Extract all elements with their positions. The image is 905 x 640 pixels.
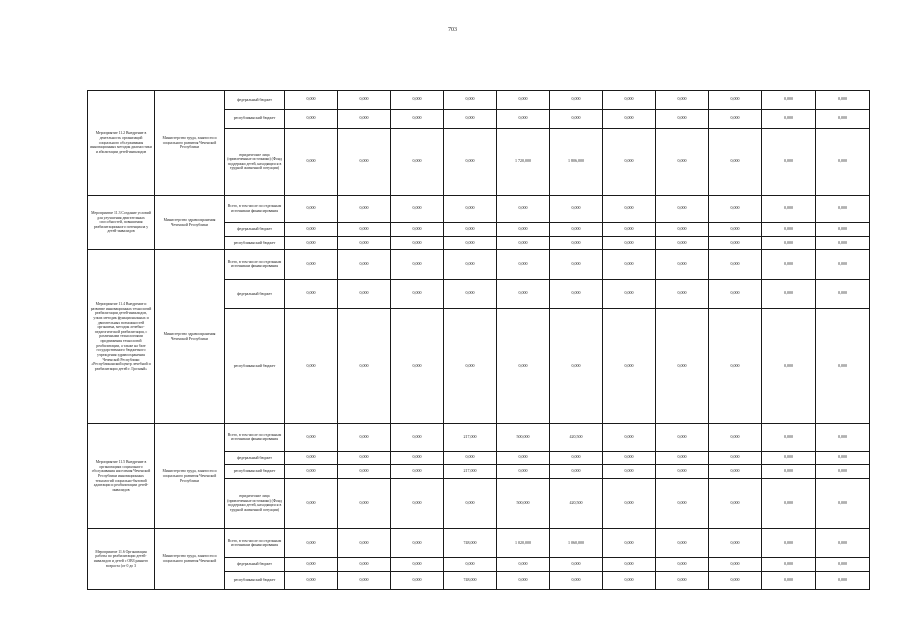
- amount-cell: 0,000: [550, 572, 603, 590]
- amount-cell: 0,000: [338, 308, 391, 423]
- amount-cell: 0,000: [603, 109, 656, 128]
- funding-source-cell: федеральный бюджет: [225, 223, 285, 237]
- amount-cell: 0,000: [497, 279, 550, 308]
- amount-cell: 500,000: [497, 478, 550, 528]
- amount-cell: 0,000: [603, 128, 656, 195]
- funding-source-cell: федеральный бюджет: [225, 558, 285, 572]
- amount-cell: 0,000: [709, 465, 762, 479]
- amount-cell: 0,000: [497, 308, 550, 423]
- amount-cell: 0,000: [816, 451, 870, 465]
- amount-cell: 0,000: [656, 91, 709, 110]
- amount-cell: 0,000: [762, 195, 816, 222]
- amount-cell: 0,000: [603, 465, 656, 479]
- amount-cell: 0,000: [444, 236, 497, 250]
- amount-cell: 0,000: [444, 250, 497, 279]
- amount-cell: 0,000: [444, 128, 497, 195]
- amount-cell: 0,000: [497, 223, 550, 237]
- table-row: [88, 424, 870, 451]
- amount-cell: 0,000: [816, 128, 870, 195]
- amount-cell: 0,000: [285, 451, 338, 465]
- amount-cell: 0,000: [603, 451, 656, 465]
- amount-cell: 0,000: [709, 250, 762, 279]
- amount-cell: 0,000: [285, 478, 338, 528]
- table-row: [88, 529, 870, 558]
- amount-cell: 0,000: [816, 279, 870, 308]
- amount-cell: 0,000: [816, 223, 870, 237]
- amount-cell: 0,000: [338, 478, 391, 528]
- amount-cell: 0,000: [391, 308, 444, 423]
- amount-cell: 0,000: [391, 279, 444, 308]
- amount-cell: 0,000: [816, 529, 870, 558]
- amount-cell: 0,000: [656, 236, 709, 250]
- amount-cell: 0,000: [338, 91, 391, 110]
- amount-cell: 0,000: [338, 279, 391, 308]
- amount-cell: 0,000: [603, 91, 656, 110]
- executor-cell: Министерство труда, занятости и социального развития Чеченской Республики: [155, 424, 225, 529]
- amount-cell: 0,000: [285, 109, 338, 128]
- amount-cell: 0,000: [391, 465, 444, 479]
- amount-cell: 0,000: [816, 424, 870, 451]
- executor-cell: Министерство здравоохранения Чеченской Республики: [155, 195, 225, 250]
- amount-cell: 0,000: [391, 451, 444, 465]
- amount-cell: 500,000: [497, 424, 550, 451]
- amount-cell: 0,000: [444, 478, 497, 528]
- amount-cell: 0,000: [709, 558, 762, 572]
- amount-cell: 0,000: [391, 250, 444, 279]
- measure-name-cell: Мероприятие 11.6 Организация работы по реабилитации детей-инвалидов и детей с ОВЗ раннего возраста (от 0 до 3: [88, 529, 155, 590]
- measure-name-cell: Мероприятие 11.2 Внедрение в деятельность организаций социального обслуживания инновационных методик диагностики и абилитации детей-инвалидов: [88, 91, 155, 196]
- funding-source-cell: республиканский бюджет: [225, 465, 285, 479]
- amount-cell: 0,000: [603, 308, 656, 423]
- budget-table: [87, 90, 870, 590]
- amount-cell: 0,000: [762, 451, 816, 465]
- amount-cell: 0,000: [709, 424, 762, 451]
- amount-cell: 217,000: [444, 424, 497, 451]
- amount-cell: 0,000: [550, 465, 603, 479]
- amount-cell: 0,000: [656, 109, 709, 128]
- amount-cell: 0,000: [603, 195, 656, 222]
- amount-cell: 0,000: [497, 558, 550, 572]
- funding-source-cell: республиканский бюджет: [225, 236, 285, 250]
- amount-cell: 0,000: [391, 236, 444, 250]
- amount-cell: 0,000: [816, 195, 870, 222]
- amount-cell: 0,000: [497, 250, 550, 279]
- amount-cell: 0,000: [497, 451, 550, 465]
- measure-name-cell: Мероприятие 11.4 Внедрение и развитие инновационных технологий реабилитации детей-инвалидов, узких методик функциональных и двигательных возможностей организма, методик лечебно-педагогической реабилитации, с различными технологиями продвижения технологий реабилитации, а также на базе государственного бюджетного учреждения здравоохранения Чеченской Республики «Республиканский центр лечебной и реабилитации детей г. Грозный»: [88, 250, 155, 424]
- amount-cell: 0,000: [338, 195, 391, 222]
- amount-cell: 0,000: [762, 424, 816, 451]
- amount-cell: 0,000: [762, 572, 816, 590]
- amount-cell: 0,000: [816, 91, 870, 110]
- funding-source-cell: Всего, в том числе по отдельным источникам финансирования: [225, 195, 285, 222]
- amount-cell: 0,000: [709, 529, 762, 558]
- amount-cell: 0,000: [285, 308, 338, 423]
- amount-cell: 1 720,000: [497, 128, 550, 195]
- measure-name-cell: Мероприятие 11.5 Внедрение в организациях социального обслуживания населения Чеченской Республики инновационных технологий социально-бытовой адаптации и реабилитации детей-инвалидов: [88, 424, 155, 529]
- amount-cell: 0,000: [762, 250, 816, 279]
- amount-cell: 0,000: [444, 279, 497, 308]
- amount-cell: 0,000: [656, 424, 709, 451]
- amount-cell: 0,000: [603, 572, 656, 590]
- amount-cell: 0,000: [603, 529, 656, 558]
- amount-cell: 0,000: [391, 558, 444, 572]
- table-row: [88, 195, 870, 222]
- amount-cell: 0,000: [391, 223, 444, 237]
- amount-cell: 0,000: [762, 558, 816, 572]
- amount-cell: 0,000: [285, 195, 338, 222]
- table-body: [88, 91, 870, 590]
- amount-cell: 0,000: [816, 250, 870, 279]
- amount-cell: 0,000: [285, 465, 338, 479]
- amount-cell: 0,000: [709, 91, 762, 110]
- amount-cell: 420,500: [550, 478, 603, 528]
- amount-cell: 0,000: [497, 572, 550, 590]
- amount-cell: 0,000: [656, 250, 709, 279]
- amount-cell: 0,000: [550, 451, 603, 465]
- amount-cell: 0,000: [656, 529, 709, 558]
- funding-source-cell: федеральный бюджет: [225, 279, 285, 308]
- funding-source-cell: юридические лица (привлеченные источники) (Фонд поддержки детей, находящихся в трудной жизненной ситуации): [225, 128, 285, 195]
- funding-source-cell: республиканский бюджет: [225, 109, 285, 128]
- amount-cell: 0,000: [656, 279, 709, 308]
- amount-cell: 0,000: [550, 109, 603, 128]
- amount-cell: 0,000: [338, 451, 391, 465]
- amount-cell: 0,000: [444, 558, 497, 572]
- amount-cell: 0,000: [709, 195, 762, 222]
- amount-cell: 420,500: [550, 424, 603, 451]
- amount-cell: 0,000: [603, 279, 656, 308]
- amount-cell: 0,000: [603, 558, 656, 572]
- amount-cell: 748,000: [444, 572, 497, 590]
- amount-cell: 0,000: [550, 236, 603, 250]
- amount-cell: 0,000: [656, 465, 709, 479]
- amount-cell: 0,000: [444, 308, 497, 423]
- amount-cell: 0,000: [338, 424, 391, 451]
- table-row: [88, 91, 870, 110]
- amount-cell: 0,000: [497, 109, 550, 128]
- amount-cell: 0,000: [550, 250, 603, 279]
- amount-cell: 0,000: [497, 465, 550, 479]
- amount-cell: 1 060,000: [550, 529, 603, 558]
- measure-name-cell: Мероприятие 11.3 Создание условий для улучшения двигательных способностей, повышения реабилитационного потенциала у детей-инвалидов: [88, 195, 155, 250]
- funding-source-cell: Всего, в том числе по отдельным источникам финансирования: [225, 424, 285, 451]
- amount-cell: 0,000: [444, 195, 497, 222]
- amount-cell: 0,000: [816, 236, 870, 250]
- amount-cell: 0,000: [762, 236, 816, 250]
- funding-source-cell: республиканский бюджет: [225, 572, 285, 590]
- executor-cell: Министерство труда, занятости и социального развития Чеченской Республики: [155, 91, 225, 196]
- amount-cell: 0,000: [338, 223, 391, 237]
- amount-cell: 0,000: [285, 572, 338, 590]
- amount-cell: 0,000: [497, 91, 550, 110]
- amount-cell: 0,000: [285, 529, 338, 558]
- amount-cell: 0,000: [656, 308, 709, 423]
- amount-cell: 0,000: [709, 236, 762, 250]
- amount-cell: 0,000: [391, 195, 444, 222]
- amount-cell: 0,000: [656, 478, 709, 528]
- executor-cell: Министерство здравоохранения Чеченской Республики: [155, 250, 225, 424]
- funding-source-cell: федеральный бюджет: [225, 451, 285, 465]
- amount-cell: 0,000: [444, 109, 497, 128]
- executor-cell: Министерство труда, занятости и социального развития Чеченской: [155, 529, 225, 590]
- amount-cell: 0,000: [338, 250, 391, 279]
- amount-cell: 0,000: [497, 195, 550, 222]
- amount-cell: 0,000: [285, 91, 338, 110]
- amount-cell: 0,000: [762, 308, 816, 423]
- amount-cell: 0,000: [709, 308, 762, 423]
- amount-cell: 0,000: [709, 572, 762, 590]
- amount-cell: 0,000: [285, 558, 338, 572]
- amount-cell: 0,000: [816, 308, 870, 423]
- amount-cell: 0,000: [391, 424, 444, 451]
- page-bottom-margin: [87, 590, 868, 640]
- amount-cell: 0,000: [762, 529, 816, 558]
- amount-cell: 0,000: [656, 195, 709, 222]
- amount-cell: 0,000: [603, 478, 656, 528]
- amount-cell: 217,000: [444, 465, 497, 479]
- amount-cell: 1 020,000: [497, 529, 550, 558]
- funding-source-cell: Всего, в том числе по отдельным источникам финансирования: [225, 529, 285, 558]
- amount-cell: 0,000: [444, 91, 497, 110]
- amount-cell: 0,000: [656, 451, 709, 465]
- amount-cell: 0,000: [762, 223, 816, 237]
- amount-cell: 0,000: [338, 109, 391, 128]
- amount-cell: 0,000: [338, 529, 391, 558]
- amount-cell: 0,000: [285, 424, 338, 451]
- amount-cell: 0,000: [762, 465, 816, 479]
- amount-cell: 0,000: [603, 223, 656, 237]
- amount-cell: 0,000: [816, 465, 870, 479]
- amount-cell: 0,000: [391, 572, 444, 590]
- amount-cell: 0,000: [338, 128, 391, 195]
- table-row: [88, 250, 870, 279]
- amount-cell: 1 806,000: [550, 128, 603, 195]
- amount-cell: 0,000: [762, 478, 816, 528]
- amount-cell: 0,000: [656, 572, 709, 590]
- amount-cell: 0,000: [709, 279, 762, 308]
- amount-cell: 0,000: [656, 558, 709, 572]
- amount-cell: 0,000: [550, 223, 603, 237]
- amount-cell: 0,000: [656, 223, 709, 237]
- funding-source-cell: Всего, в том числе по отдельным источникам финансирования: [225, 250, 285, 279]
- amount-cell: 0,000: [285, 128, 338, 195]
- amount-cell: 0,000: [550, 195, 603, 222]
- amount-cell: 0,000: [816, 572, 870, 590]
- amount-cell: 0,000: [816, 478, 870, 528]
- amount-cell: 0,000: [550, 308, 603, 423]
- amount-cell: 0,000: [391, 91, 444, 110]
- amount-cell: 0,000: [709, 223, 762, 237]
- funding-source-cell: юридические лица (привлеченные источники) (Фонд поддержки детей, находящихся в трудной жизненной ситуации): [225, 478, 285, 528]
- amount-cell: 748,000: [444, 529, 497, 558]
- amount-cell: 0,000: [550, 279, 603, 308]
- amount-cell: 0,000: [285, 223, 338, 237]
- amount-cell: 0,000: [550, 91, 603, 110]
- amount-cell: 0,000: [709, 478, 762, 528]
- amount-cell: 0,000: [603, 250, 656, 279]
- funding-source-cell: республиканский бюджет: [225, 308, 285, 423]
- amount-cell: 0,000: [285, 236, 338, 250]
- amount-cell: 0,000: [444, 451, 497, 465]
- amount-cell: 0,000: [391, 478, 444, 528]
- amount-cell: 0,000: [656, 128, 709, 195]
- amount-cell: 0,000: [391, 128, 444, 195]
- amount-cell: 0,000: [816, 109, 870, 128]
- amount-cell: 0,000: [709, 109, 762, 128]
- funding-source-cell: федеральный бюджет: [225, 91, 285, 110]
- page-number: 703: [448, 27, 457, 33]
- amount-cell: 0,000: [497, 236, 550, 250]
- amount-cell: 0,000: [762, 91, 816, 110]
- amount-cell: 0,000: [603, 424, 656, 451]
- amount-cell: 0,000: [762, 109, 816, 128]
- amount-cell: 0,000: [338, 236, 391, 250]
- amount-cell: 0,000: [709, 451, 762, 465]
- amount-cell: 0,000: [603, 236, 656, 250]
- amount-cell: 0,000: [816, 558, 870, 572]
- amount-cell: 0,000: [709, 128, 762, 195]
- amount-cell: 0,000: [338, 558, 391, 572]
- amount-cell: 0,000: [391, 529, 444, 558]
- amount-cell: 0,000: [550, 558, 603, 572]
- amount-cell: 0,000: [285, 250, 338, 279]
- amount-cell: 0,000: [338, 465, 391, 479]
- amount-cell: 0,000: [391, 109, 444, 128]
- amount-cell: 0,000: [762, 279, 816, 308]
- amount-cell: 0,000: [338, 572, 391, 590]
- amount-cell: 0,000: [762, 128, 816, 195]
- amount-cell: 0,000: [444, 223, 497, 237]
- amount-cell: 0,000: [285, 279, 338, 308]
